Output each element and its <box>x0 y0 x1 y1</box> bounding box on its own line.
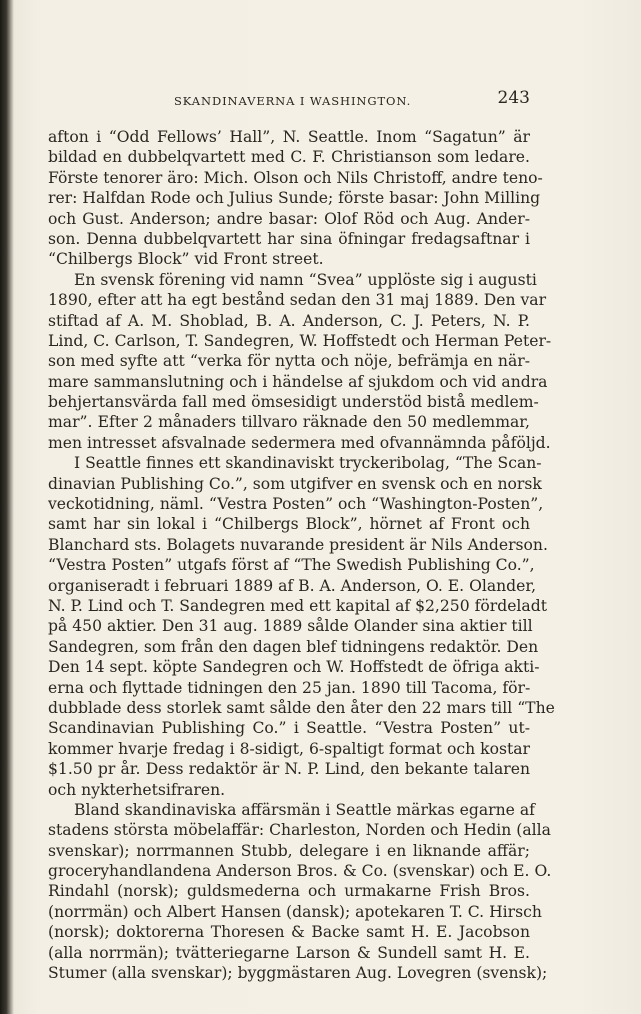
text-line: mar”. Efter 2 månaders tillvaro räknade den 50 medlemmar, <box>48 413 530 432</box>
text-line: stadens största möbelaffär: Charleston, Norden och Hedin (alla <box>48 821 551 840</box>
text-line: stiftad af A. M. Shoblad, B. A. Anderson, C. J. Peters, N. P. <box>48 311 530 330</box>
text-line: $1.50 pr år. Dess redaktör är N. P. Lind, den bekante talaren <box>48 760 530 779</box>
paragraph-end-line: “Chilbergs Block” vid Front street. <box>48 250 324 269</box>
text-line: Scandinavian Publishing Co.” i Seattle. “Vestra Posten” ut- <box>48 719 530 738</box>
text-line: “Vestra Posten” utgafs först af “The Swedish Publishing Co.”, <box>48 556 535 575</box>
text-line: erna och flyttade tidningen den 25 jan. 1890 till Tacoma, för- <box>48 678 531 697</box>
book-spine-shadow <box>0 0 14 1014</box>
text-line: Lind, C. Carlson, T. Sandegren, W. Hoffstedt och Herman Peter- <box>48 331 552 350</box>
text-line: bildad en dubbelqvartett med C. F. Christianson som ledare. <box>48 148 530 167</box>
text-line: svenskar); norrmannen Stubb, delegare i en liknande affär; <box>48 841 530 860</box>
text-line: N. P. Lind och T. Sandegren med ett kapital af $2,250 fördeladt <box>48 596 547 615</box>
text-line: rer: Halfdan Rode och Julius Sunde; förste basar: John Milling <box>48 189 541 208</box>
text-line: groceryhandlandena Anderson Bros. & Co. (svenskar) och E. O. <box>48 862 552 881</box>
text-line: och Gust. Anderson; andre basar: Olof Röd och Aug. Ander- <box>48 209 530 228</box>
text-line: Rindahl (norsk); guldsmederna och urmakarne Frish Bros. <box>48 882 530 901</box>
text-line: behjertansvärda fall med ömsesidigt understöd bistå medlem- <box>48 393 539 412</box>
paragraph-start-line: Bland skandinaviska affärsmän i Seattle märkas egarne af <box>74 800 535 819</box>
paragraph-start-line: I Seattle finnes ett skandinaviskt tryckeribolag, “The Scan- <box>74 454 542 473</box>
text-line: organiseradt i februari 1889 af B. A. Anderson, O. E. Olander, <box>48 576 537 595</box>
paragraph-start-line: En svensk förening vid namn “Svea” upplöste sig i augusti <box>74 270 537 289</box>
text-line: kommer hvarje fredag i 8-sidigt, 6-spaltigt format och kostar <box>48 739 530 758</box>
text-line: Den 14 sept. köpte Sandegren och W. Hoffstedt de öfriga akti- <box>48 658 540 677</box>
text-line: afton i “Odd Fellows’ Hall”, N. Seattle. Inom “Sagatun” är <box>48 128 530 146</box>
text-line: på 450 aktier. Den 31 aug. 1889 sålde Olander sina aktier till <box>48 617 533 636</box>
text-line: veckotidning, näml. “Vestra Posten” och “Washington-Posten”, <box>48 495 544 514</box>
text-line: (norrmän) och Albert Hansen (dansk); apotekaren T. C. Hirsch <box>48 902 542 921</box>
paragraph-end-line: och nykterhetsifraren. <box>48 780 226 799</box>
text-line: 1890, efter att ha egt bestånd sedan den 31 maj 1889. Den var <box>48 291 547 310</box>
text-line: son med syfte att “verka för nytta och nöje, befrämja en när- <box>48 352 530 371</box>
text-line: dubblade dess storlek samt sålde den åter den 22 mars till “The <box>48 698 555 717</box>
body-text <box>48 127 555 983</box>
running-head: SKANDINAVERNA I WASHINGTON. <box>174 94 412 108</box>
text-line: samt har sin lokal i “Chilbergs Block”, hörnet af Front och <box>48 515 530 534</box>
text-line: Sandegren, som från den dagen blef tidningens redaktör. Den <box>48 637 539 656</box>
text-line: Förste tenorer äro: Mich. Olson och Nils Christoff, andre teno- <box>48 168 543 187</box>
page-number: 243 <box>497 88 530 108</box>
text-line: Stumer (alla svenskar); byggmästaren Aug. Lovegren (svensk); <box>48 964 548 983</box>
text-line: Blanchard sts. Bolagets nuvarande president är Nils Anderson. <box>48 535 548 554</box>
text-line: (norsk); doktorerna Thoresen & Backe samt H. E. Jacobson <box>48 923 530 942</box>
paragraph-end-line: men intresset afsvalnade sedermera med ofvannämnda påföljd. <box>48 433 551 452</box>
page-header <box>48 88 530 112</box>
text-line: dinavian Publishing Co.”, som utgifver en svensk och en norsk <box>48 474 542 493</box>
text-line: son. Denna dubbelqvartett har sina öfningar fredagsaftnar i <box>48 229 530 248</box>
text-line: mare sammanslutning och i händelse af sjukdom och vid andra <box>48 372 548 391</box>
text-line: (alla norrmän); tvätteriegarne Larson & Sundell samt H. E. <box>48 943 530 962</box>
